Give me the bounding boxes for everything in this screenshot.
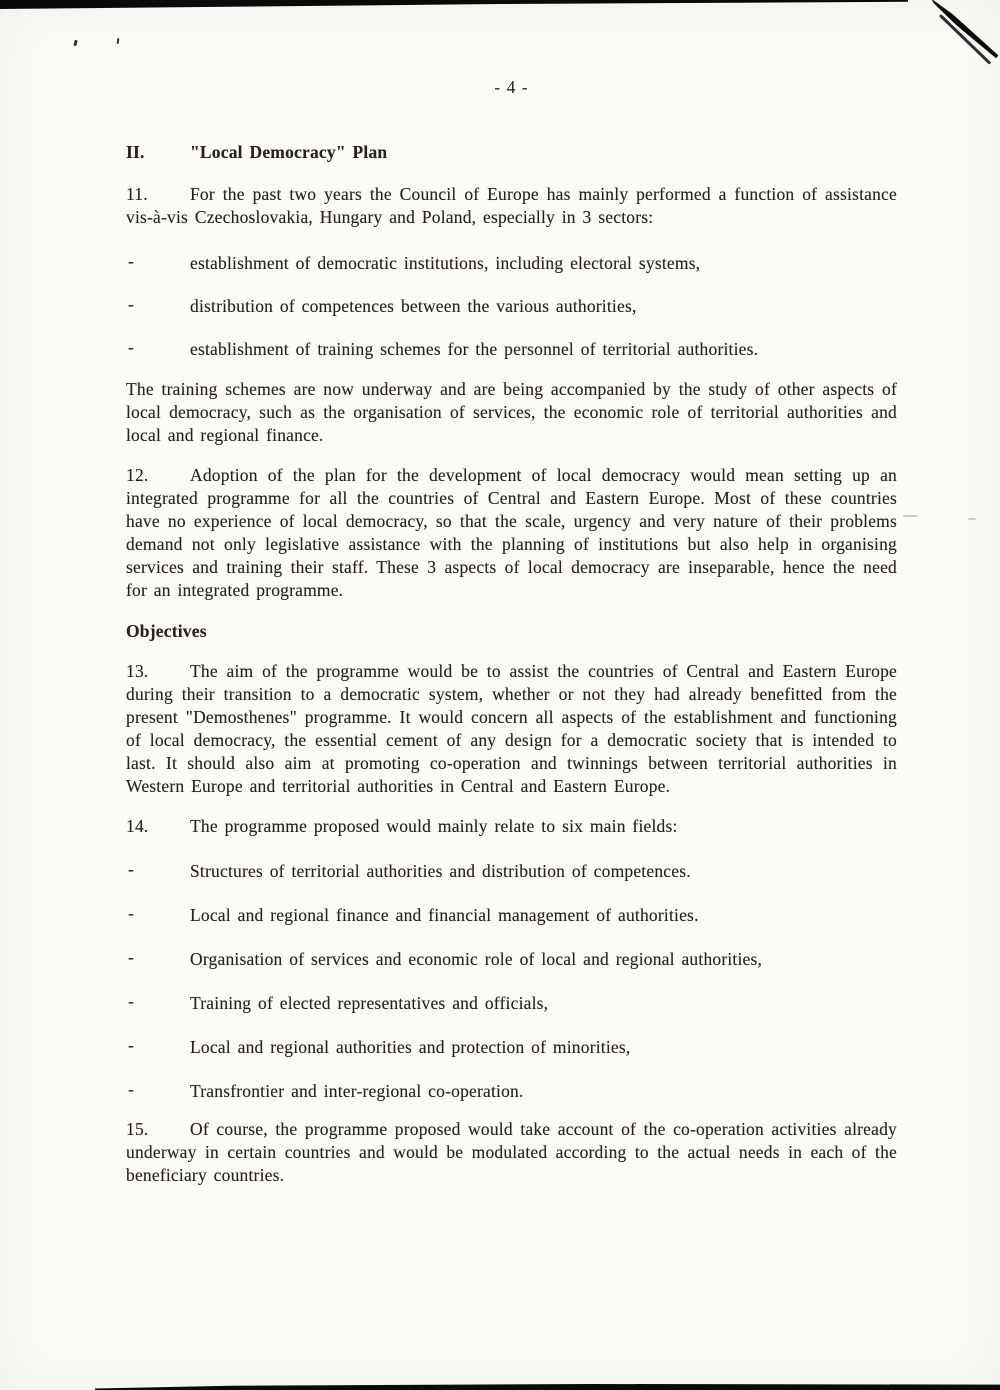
bullet-text: Structures of territorial authorities and distribution of competences. bbox=[190, 861, 691, 881]
paragraph-text: Of course, the programme proposed would take account of the co-operation activities already underway in certain countries and would be modulated according to the actual needs in each of the beneficiary countries. bbox=[126, 1119, 897, 1185]
dash-bullet-marker: - bbox=[128, 991, 135, 1011]
scan-artifact-diagonal-streak-1 bbox=[929, 0, 999, 59]
paragraph-11 bbox=[126, 183, 897, 229]
dash-bullet-marker: - bbox=[128, 903, 135, 923]
scan-speck bbox=[73, 40, 77, 47]
dash-bullet-marker: - bbox=[128, 947, 135, 967]
sector-bullet-item bbox=[126, 338, 897, 361]
bullet-text: Organisation of services and economic role of local and regional authorities, bbox=[190, 949, 763, 969]
dash-bullet-marker: - bbox=[128, 1079, 135, 1099]
paragraph-12 bbox=[126, 464, 897, 602]
scan-speck bbox=[968, 518, 976, 520]
bullet-text: Local and regional authorities and protection of minorities, bbox=[190, 1037, 631, 1057]
page-number: - 4 - bbox=[494, 77, 529, 97]
paragraph-13 bbox=[126, 660, 897, 798]
training-note-paragraph: The training schemes are now underway and are being accompanied by the study of other aspects of local democracy, such as the organisation of services, the economic role of territorial authorities and local and regional finance. bbox=[126, 379, 897, 445]
field-bullet-item bbox=[126, 860, 897, 883]
dash-bullet-marker: - bbox=[128, 859, 135, 879]
objectives-heading: Objectives bbox=[126, 621, 207, 641]
paragraph-text: The aim of the programme would be to assist the countries of Central and Eastern Europe during their transition to a democratic system, whether or not they had already benefitted from the present "Demosthenes" programme. It would concern all aspects of the establishment and functioning of local democracy, the essential cement of any design for a democratic society that is intended to last. It should also aim at promoting co-operation and twinnings between territorial authorities in Western Europe and territorial authorities in Central and Eastern Europe. bbox=[126, 661, 897, 796]
paragraph-number: 14. bbox=[126, 816, 149, 836]
section-title: "Local Democracy" Plan bbox=[190, 142, 388, 162]
field-bullet-item bbox=[126, 904, 897, 927]
paragraph-text: For the past two years the Council of Europe has mainly performed a function of assistance vis-à-vis Czechoslovakia, Hungary and Poland, especially in 3 sectors: bbox=[126, 184, 897, 227]
field-bullet-item bbox=[126, 992, 897, 1015]
field-bullet-item bbox=[126, 1036, 897, 1059]
paragraph-14 bbox=[126, 815, 897, 838]
bullet-text: Local and regional finance and financial management of authorities. bbox=[190, 905, 699, 925]
paragraph-number: 11. bbox=[126, 184, 148, 204]
paragraph-15 bbox=[126, 1118, 897, 1187]
document-body bbox=[126, 0, 897, 1187]
paragraph-number: 12. bbox=[126, 465, 149, 485]
sector-bullet-item bbox=[126, 252, 897, 275]
field-bullet-item bbox=[126, 948, 897, 971]
bullet-text: establishment of training schemes for the personnel of territorial authorities. bbox=[190, 339, 759, 359]
paragraph-text: Adoption of the plan for the development of local democracy would mean setting up an integrated programme for all the countries of Central and Eastern Europe. Most of these countries have no experience of local democracy, so that the scale, urgency and very nature of their problems demand not only legislative assistance with the planning of institutions but also help in organising services and training their staff. These 3 aspects of local democracy are inseparable, hence the need for an integrated programme. bbox=[126, 465, 897, 600]
section-numeral: II. bbox=[126, 142, 145, 162]
bullet-text: Training of elected representatives and officials, bbox=[190, 993, 549, 1013]
scan-artifact-bottom-edge bbox=[95, 1384, 1000, 1390]
dash-bullet-marker: - bbox=[128, 294, 135, 314]
paragraph-text: The programme proposed would mainly relate to six main fields: bbox=[190, 816, 678, 836]
paragraph-number: 13. bbox=[126, 661, 149, 681]
dash-bullet-marker: - bbox=[128, 1035, 135, 1055]
scan-speck bbox=[903, 515, 917, 517]
dash-bullet-marker: - bbox=[128, 337, 135, 357]
paragraph-number: 15. bbox=[126, 1119, 149, 1139]
bullet-text: establishment of democratic institutions, including electoral systems, bbox=[190, 253, 701, 273]
scan-artifact-diagonal-streak-2 bbox=[939, 14, 991, 64]
field-bullet-item bbox=[126, 1080, 897, 1103]
scan-speck bbox=[117, 38, 120, 44]
bullet-text: Transfrontier and inter-regional co-operation. bbox=[190, 1081, 524, 1101]
section-heading bbox=[126, 141, 897, 164]
dash-bullet-marker: - bbox=[128, 251, 135, 271]
sector-bullet-item bbox=[126, 295, 897, 318]
bullet-text: distribution of competences between the various authorities, bbox=[190, 296, 637, 316]
